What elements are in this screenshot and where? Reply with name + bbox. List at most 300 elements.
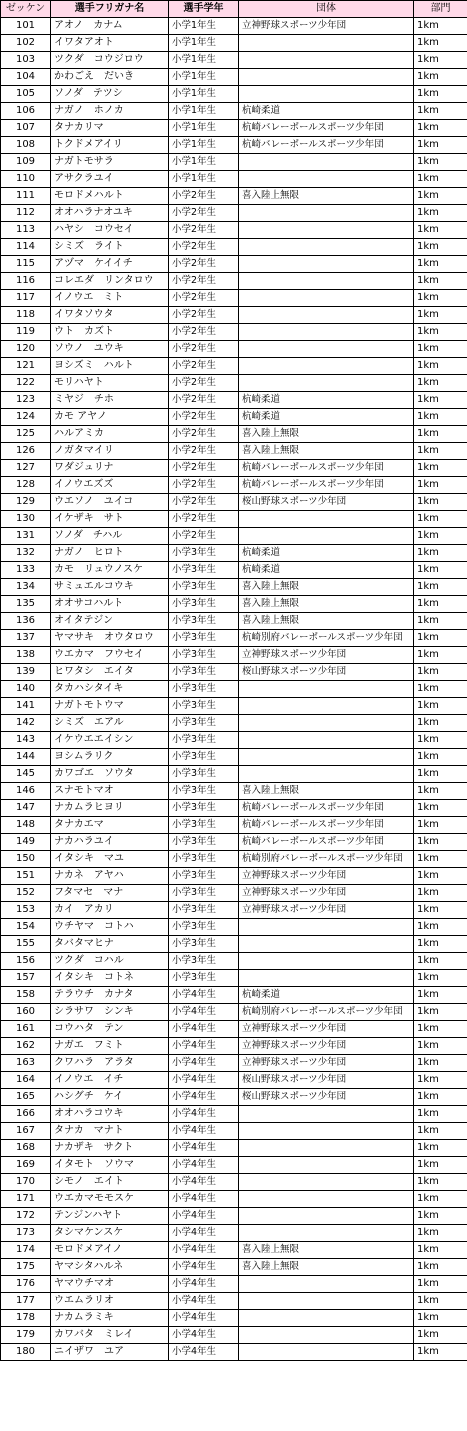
cell-team (239, 341, 414, 358)
cell-bib: 130 (1, 511, 51, 528)
cell-bib: 117 (1, 290, 51, 307)
cell-division: 1km (414, 1225, 467, 1242)
cell-team: 杭崎柔道 (239, 103, 414, 120)
cell-bib: 178 (1, 1310, 51, 1327)
cell-grade: 小学2年生 (169, 494, 239, 511)
cell-division: 1km (414, 528, 467, 545)
cell-division: 1km (414, 596, 467, 613)
cell-bib: 127 (1, 460, 51, 477)
header-division: 部門 (414, 1, 467, 18)
cell-team: 立神野球スポーツ少年団 (239, 647, 414, 664)
cell-bib: 111 (1, 188, 51, 205)
cell-bib: 164 (1, 1072, 51, 1089)
cell-team: 杭崎柔道 (239, 409, 414, 426)
cell-team (239, 375, 414, 392)
cell-name: シモノ エイト (51, 1174, 169, 1191)
cell-name: スナモトマオ (51, 783, 169, 800)
cell-team (239, 1344, 414, 1361)
cell-bib: 139 (1, 664, 51, 681)
table-row (1, 1106, 467, 1123)
cell-division: 1km (414, 664, 467, 681)
table-row (1, 52, 467, 69)
cell-bib: 135 (1, 596, 51, 613)
cell-grade: 小学3年生 (169, 817, 239, 834)
cell-grade: 小学3年生 (169, 613, 239, 630)
cell-name: ヤマウチマオ (51, 1276, 169, 1293)
cell-bib: 150 (1, 851, 51, 868)
cell-grade: 小学4年生 (169, 1140, 239, 1157)
cell-name: ニイザワ ユア (51, 1344, 169, 1361)
cell-name: ナガノ ヒロト (51, 545, 169, 562)
table-row (1, 630, 467, 647)
cell-bib: 166 (1, 1106, 51, 1123)
cell-division: 1km (414, 120, 467, 137)
cell-grade: 小学4年生 (169, 1242, 239, 1259)
cell-bib: 155 (1, 936, 51, 953)
cell-team: 喜入陸上無限 (239, 596, 414, 613)
table-row (1, 1208, 467, 1225)
cell-name: ナカネ アヤハ (51, 868, 169, 885)
table-row (1, 579, 467, 596)
cell-bib: 163 (1, 1055, 51, 1072)
cell-grade: 小学3年生 (169, 749, 239, 766)
cell-bib: 177 (1, 1293, 51, 1310)
cell-team: 喜入陸上無限 (239, 188, 414, 205)
cell-grade: 小学2年生 (169, 188, 239, 205)
cell-grade: 小学3年生 (169, 545, 239, 562)
cell-bib: 102 (1, 35, 51, 52)
cell-name: モロドメハルト (51, 188, 169, 205)
cell-grade: 小学1年生 (169, 18, 239, 35)
cell-grade: 小学4年生 (169, 1327, 239, 1344)
cell-grade: 小学4年生 (169, 1055, 239, 1072)
cell-team: 桜山野球スポーツ少年団 (239, 1072, 414, 1089)
cell-division: 1km (414, 69, 467, 86)
cell-bib: 134 (1, 579, 51, 596)
cell-team (239, 273, 414, 290)
cell-team: 杭崎別府バレーボールスポーツ少年団 (239, 630, 414, 647)
table-row (1, 256, 467, 273)
cell-grade: 小学4年生 (169, 1191, 239, 1208)
cell-name: テンジンハヤト (51, 1208, 169, 1225)
cell-team: 立神野球スポーツ少年団 (239, 1021, 414, 1038)
cell-bib: 112 (1, 205, 51, 222)
cell-bib: 171 (1, 1191, 51, 1208)
cell-name: ヒワタシ エイタ (51, 664, 169, 681)
cell-division: 1km (414, 1140, 467, 1157)
cell-grade: 小学4年生 (169, 1089, 239, 1106)
cell-bib: 133 (1, 562, 51, 579)
cell-division: 1km (414, 919, 467, 936)
cell-team (239, 1208, 414, 1225)
cell-division: 1km (414, 783, 467, 800)
cell-team: 杭崎バレーボールスポーツ少年団 (239, 817, 414, 834)
cell-bib: 149 (1, 834, 51, 851)
cell-team (239, 1123, 414, 1140)
cell-bib: 118 (1, 307, 51, 324)
table-row (1, 103, 467, 120)
table-row (1, 936, 467, 953)
cell-bib: 167 (1, 1123, 51, 1140)
header-row (1, 1, 467, 18)
cell-bib: 137 (1, 630, 51, 647)
cell-bib: 125 (1, 426, 51, 443)
cell-bib: 121 (1, 358, 51, 375)
cell-grade: 小学2年生 (169, 443, 239, 460)
cell-team (239, 511, 414, 528)
cell-name: アヅマ ケイイチ (51, 256, 169, 273)
cell-bib: 146 (1, 783, 51, 800)
cell-division: 1km (414, 1106, 467, 1123)
cell-bib: 126 (1, 443, 51, 460)
cell-division: 1km (414, 715, 467, 732)
cell-bib: 108 (1, 137, 51, 154)
cell-bib: 140 (1, 681, 51, 698)
cell-team: 立神野球スポーツ少年団 (239, 18, 414, 35)
cell-grade: 小学3年生 (169, 868, 239, 885)
table-row (1, 953, 467, 970)
cell-bib: 103 (1, 52, 51, 69)
table-row (1, 239, 467, 256)
table-row (1, 1055, 467, 1072)
cell-team: 喜入陸上無限 (239, 443, 414, 460)
cell-bib: 158 (1, 987, 51, 1004)
cell-grade: 小学2年生 (169, 290, 239, 307)
cell-bib: 131 (1, 528, 51, 545)
cell-bib: 116 (1, 273, 51, 290)
cell-name: タナカリマ (51, 120, 169, 137)
cell-team (239, 35, 414, 52)
header-bib: ゼッケン (1, 1, 51, 18)
cell-name: タナカ マナト (51, 1123, 169, 1140)
cell-grade: 小学3年生 (169, 698, 239, 715)
cell-team: 喜入陸上無限 (239, 1242, 414, 1259)
cell-team (239, 86, 414, 103)
cell-team (239, 970, 414, 987)
cell-division: 1km (414, 681, 467, 698)
cell-grade: 小学3年生 (169, 766, 239, 783)
cell-division: 1km (414, 1310, 467, 1327)
cell-bib: 157 (1, 970, 51, 987)
cell-name: コウハタ テン (51, 1021, 169, 1038)
cell-team (239, 52, 414, 69)
table-row (1, 477, 467, 494)
cell-grade: 小学4年生 (169, 1072, 239, 1089)
cell-division: 1km (414, 868, 467, 885)
cell-division: 1km (414, 137, 467, 154)
cell-team: 喜入陸上無限 (239, 426, 414, 443)
cell-grade: 小学2年生 (169, 273, 239, 290)
cell-team: 立神野球スポーツ少年団 (239, 868, 414, 885)
table-row (1, 1276, 467, 1293)
cell-team: 桜山野球スポーツ少年団 (239, 664, 414, 681)
cell-name: ナカムラヒヨリ (51, 800, 169, 817)
table-row (1, 1191, 467, 1208)
cell-division: 1km (414, 545, 467, 562)
table-row (1, 35, 467, 52)
cell-team (239, 1293, 414, 1310)
cell-name: タナカエマ (51, 817, 169, 834)
cell-division: 1km (414, 936, 467, 953)
cell-name: ヤマシタハルネ (51, 1259, 169, 1276)
cell-grade: 小学4年生 (169, 1106, 239, 1123)
cell-division: 1km (414, 239, 467, 256)
cell-grade: 小学2年生 (169, 409, 239, 426)
cell-team: 杭崎バレーボールスポーツ少年団 (239, 477, 414, 494)
cell-bib: 110 (1, 171, 51, 188)
cell-division: 1km (414, 1089, 467, 1106)
cell-division: 1km (414, 18, 467, 35)
cell-division: 1km (414, 341, 467, 358)
cell-name: イワタアオト (51, 35, 169, 52)
cell-division: 1km (414, 817, 467, 834)
cell-grade: 小学4年生 (169, 1225, 239, 1242)
cell-division: 1km (414, 375, 467, 392)
cell-bib: 153 (1, 902, 51, 919)
cell-division: 1km (414, 324, 467, 341)
table-row (1, 375, 467, 392)
cell-name: イタシキ マユ (51, 851, 169, 868)
cell-grade: 小学3年生 (169, 800, 239, 817)
table-row (1, 171, 467, 188)
cell-team (239, 715, 414, 732)
cell-bib: 120 (1, 341, 51, 358)
table-body (1, 18, 467, 1361)
cell-name: イケウエエイシン (51, 732, 169, 749)
cell-team (239, 1157, 414, 1174)
cell-division: 1km (414, 562, 467, 579)
cell-division: 1km (414, 766, 467, 783)
cell-name: ツクダ コウジロウ (51, 52, 169, 69)
cell-name: ノガタマイリ (51, 443, 169, 460)
cell-team (239, 528, 414, 545)
cell-team (239, 936, 414, 953)
cell-bib: 104 (1, 69, 51, 86)
cell-team (239, 766, 414, 783)
table-row (1, 290, 467, 307)
cell-division: 1km (414, 970, 467, 987)
table-row (1, 681, 467, 698)
cell-division: 1km (414, 698, 467, 715)
cell-grade: 小学2年生 (169, 239, 239, 256)
cell-name: シラサワ シンキ (51, 1004, 169, 1021)
table-row (1, 970, 467, 987)
cell-team (239, 1106, 414, 1123)
cell-grade: 小学3年生 (169, 919, 239, 936)
cell-grade: 小学3年生 (169, 630, 239, 647)
cell-name: アオノ カナム (51, 18, 169, 35)
cell-grade: 小学2年生 (169, 358, 239, 375)
cell-grade: 小学3年生 (169, 562, 239, 579)
cell-name: イノウエズズ (51, 477, 169, 494)
cell-division: 1km (414, 358, 467, 375)
cell-name: タシマケンスケ (51, 1225, 169, 1242)
table-row (1, 596, 467, 613)
cell-division: 1km (414, 1208, 467, 1225)
cell-grade: 小学4年生 (169, 1208, 239, 1225)
cell-grade: 小学3年生 (169, 647, 239, 664)
cell-grade: 小学2年生 (169, 528, 239, 545)
cell-grade: 小学3年生 (169, 851, 239, 868)
cell-division: 1km (414, 647, 467, 664)
cell-name: モリハヤト (51, 375, 169, 392)
cell-name: ワダジュリナ (51, 460, 169, 477)
cell-division: 1km (414, 188, 467, 205)
cell-team (239, 698, 414, 715)
cell-team: 杭崎バレーボールスポーツ少年団 (239, 137, 414, 154)
table-row (1, 987, 467, 1004)
cell-grade: 小学1年生 (169, 52, 239, 69)
table-row (1, 341, 467, 358)
table-row (1, 664, 467, 681)
table-row (1, 205, 467, 222)
cell-bib: 170 (1, 1174, 51, 1191)
cell-team: 杭崎柔道 (239, 545, 414, 562)
table-row (1, 222, 467, 239)
cell-team: 杭崎バレーボールスポーツ少年団 (239, 120, 414, 137)
cell-division: 1km (414, 885, 467, 902)
cell-bib: 169 (1, 1157, 51, 1174)
table-row (1, 868, 467, 885)
cell-name: ハシグチ ケイ (51, 1089, 169, 1106)
cell-division: 1km (414, 1157, 467, 1174)
cell-name: ナガトモトウマ (51, 698, 169, 715)
cell-team: 杭崎バレーボールスポーツ少年団 (239, 834, 414, 851)
cell-division: 1km (414, 800, 467, 817)
cell-team: 杭崎別府バレーボールスポーツ少年団 (239, 851, 414, 868)
cell-name: タカハシタイキ (51, 681, 169, 698)
cell-name: イケザキ サト (51, 511, 169, 528)
cell-team (239, 171, 414, 188)
table-row (1, 188, 467, 205)
cell-bib: 124 (1, 409, 51, 426)
cell-grade: 小学4年生 (169, 1004, 239, 1021)
header-name: 選手フリガナ名 (51, 1, 169, 18)
cell-bib: 148 (1, 817, 51, 834)
cell-team: 杭崎バレーボールスポーツ少年団 (239, 460, 414, 477)
cell-division: 1km (414, 834, 467, 851)
cell-name: ソノダ テツシ (51, 86, 169, 103)
cell-division: 1km (414, 630, 467, 647)
table-row (1, 443, 467, 460)
cell-grade: 小学4年生 (169, 1310, 239, 1327)
cell-team: 立神野球スポーツ少年団 (239, 885, 414, 902)
cell-bib: 107 (1, 120, 51, 137)
cell-name: タバタマヒナ (51, 936, 169, 953)
table-row (1, 1259, 467, 1276)
cell-name: カワバタ ミレイ (51, 1327, 169, 1344)
cell-grade: 小学1年生 (169, 86, 239, 103)
cell-division: 1km (414, 409, 467, 426)
cell-grade: 小学3年生 (169, 664, 239, 681)
cell-division: 1km (414, 443, 467, 460)
cell-team: 桜山野球スポーツ少年団 (239, 1089, 414, 1106)
cell-bib: 145 (1, 766, 51, 783)
cell-bib: 161 (1, 1021, 51, 1038)
cell-grade: 小学2年生 (169, 324, 239, 341)
cell-name: かわごえ だいき (51, 69, 169, 86)
cell-division: 1km (414, 732, 467, 749)
table-row (1, 409, 467, 426)
table-row (1, 902, 467, 919)
cell-grade: 小学3年生 (169, 715, 239, 732)
cell-division: 1km (414, 256, 467, 273)
table-row (1, 885, 467, 902)
table-row (1, 715, 467, 732)
cell-name: ナカムラミキ (51, 1310, 169, 1327)
cell-division: 1km (414, 987, 467, 1004)
cell-team (239, 154, 414, 171)
cell-division: 1km (414, 35, 467, 52)
cell-bib: 115 (1, 256, 51, 273)
cell-team (239, 1225, 414, 1242)
table-row (1, 1344, 467, 1361)
cell-name: オオハラナオユキ (51, 205, 169, 222)
table-row (1, 1293, 467, 1310)
cell-grade: 小学1年生 (169, 120, 239, 137)
cell-grade: 小学4年生 (169, 987, 239, 1004)
table-row (1, 358, 467, 375)
header-grade: 選手学年 (169, 1, 239, 18)
cell-grade: 小学2年生 (169, 460, 239, 477)
cell-division: 1km (414, 392, 467, 409)
cell-grade: 小学1年生 (169, 103, 239, 120)
cell-bib: 179 (1, 1327, 51, 1344)
cell-team: 杭崎バレーボールスポーツ少年団 (239, 800, 414, 817)
table-row (1, 1225, 467, 1242)
cell-division: 1km (414, 307, 467, 324)
table-row (1, 1072, 467, 1089)
cell-team (239, 1276, 414, 1293)
cell-name: ハヤシ コウセイ (51, 222, 169, 239)
table-row (1, 1038, 467, 1055)
cell-team (239, 290, 414, 307)
cell-bib: 143 (1, 732, 51, 749)
cell-team (239, 1174, 414, 1191)
table-row (1, 732, 467, 749)
cell-division: 1km (414, 205, 467, 222)
table-row (1, 817, 467, 834)
cell-bib: 141 (1, 698, 51, 715)
cell-bib: 152 (1, 885, 51, 902)
cell-grade: 小学1年生 (169, 154, 239, 171)
cell-bib: 147 (1, 800, 51, 817)
cell-grade: 小学4年生 (169, 1344, 239, 1361)
table-row (1, 1242, 467, 1259)
cell-bib: 129 (1, 494, 51, 511)
table-row (1, 698, 467, 715)
cell-grade: 小学3年生 (169, 936, 239, 953)
cell-name: ナカハラユイ (51, 834, 169, 851)
cell-division: 1km (414, 851, 467, 868)
cell-name: イノウエ イチ (51, 1072, 169, 1089)
cell-grade: 小学3年生 (169, 953, 239, 970)
cell-team (239, 239, 414, 256)
cell-division: 1km (414, 477, 467, 494)
table-row (1, 154, 467, 171)
table-row (1, 851, 467, 868)
cell-team: 喜入陸上無限 (239, 1259, 414, 1276)
cell-grade: 小学3年生 (169, 902, 239, 919)
cell-name: イワタソウタ (51, 307, 169, 324)
cell-name: ウエムラリオ (51, 1293, 169, 1310)
cell-name: カモ リュウノスケ (51, 562, 169, 579)
cell-grade: 小学1年生 (169, 69, 239, 86)
cell-team (239, 1140, 414, 1157)
cell-grade: 小学2年生 (169, 392, 239, 409)
cell-bib: 132 (1, 545, 51, 562)
cell-name: ヤマサキ オウタロウ (51, 630, 169, 647)
